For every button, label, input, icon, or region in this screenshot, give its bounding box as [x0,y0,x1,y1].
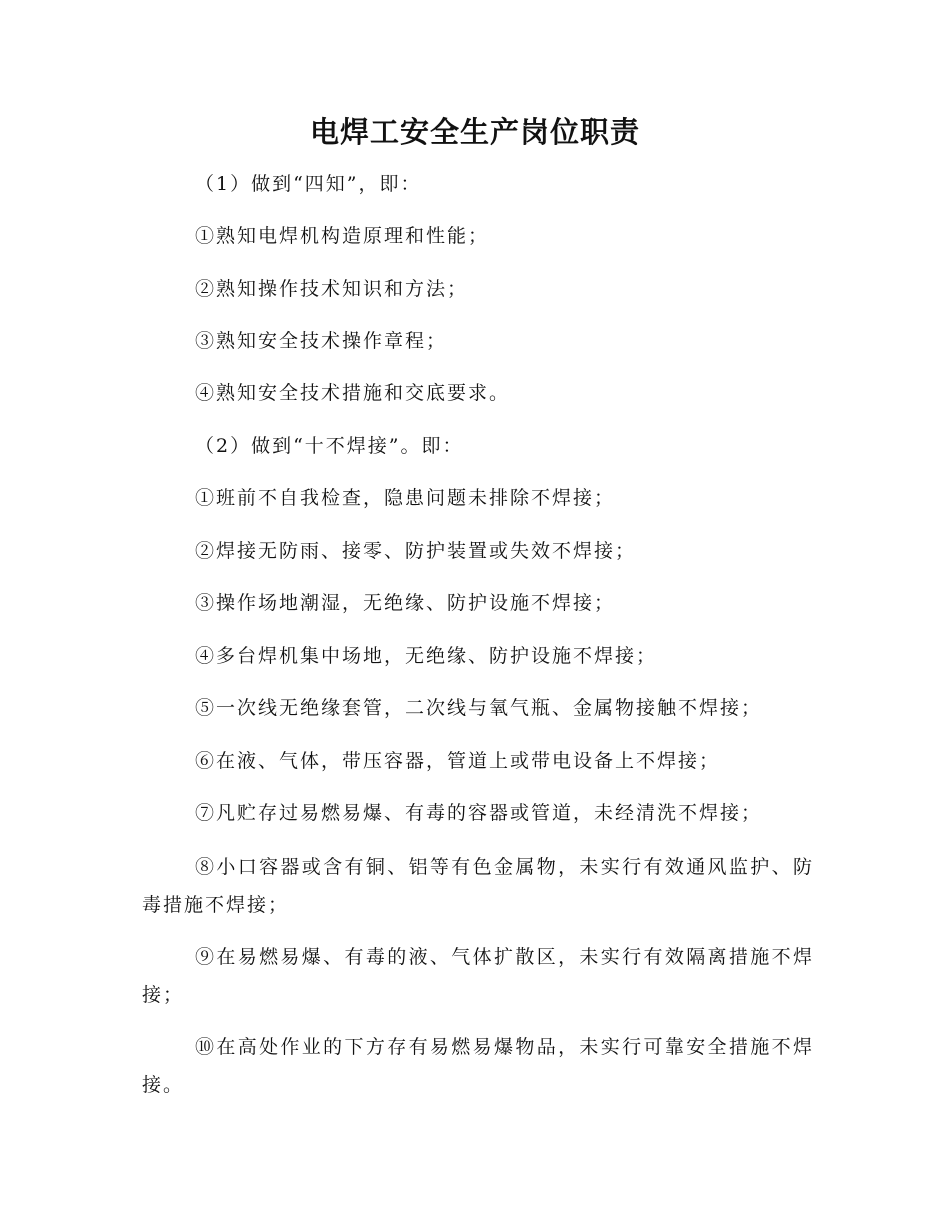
section-2-heading: （2）做到“十不焊接”。即： [195,435,464,457]
section-2-item-2: ②焊接无防雨、接零、防护装置或失效不焊接； [195,540,637,562]
section-2-item-8: ⑧小口容器或含有铜、铝等有色金属物，未实行有效通风监护、防毒措施不焊接； [142,856,814,916]
section-1-item-3: ③熟知安全技术操作章程； [195,330,448,352]
section-1-item-2: ②熟知操作技术知识和方法； [195,278,469,300]
section-2-item-6: ⑥在液、气体，带压容器，管道上或带电设备上不焊接； [195,750,721,772]
section-2-item-4: ④多台焊机集中场地，无绝缘、防护设施不焊接； [195,645,658,667]
section-2-item-5: ⑤一次线无绝缘套管，二次线与氧气瓶、金属物接触不焊接； [195,697,763,719]
section-2-item-9: ⑨在易燃易爆、有毒的液、气体扩散区，未实行有效隔离措施不焊接； [142,946,814,1006]
section-1-item-4: ④熟知安全技术措施和交底要求。 [195,382,511,404]
section-1-item-1: ①熟知电焊机构造原理和性能； [195,225,490,247]
section-2-item-1: ①班前不自我检查，隐患问题未排除不焊接； [195,487,616,509]
section-2-item-10: ⑩在高处作业的下方存有易燃易爆物品，未实行可靠安全措施不焊接。 [142,1036,814,1096]
section-2-item-7: ⑦凡贮存过易燃易爆、有毒的容器或管道，未经清洗不焊接； [195,802,763,824]
document-title: 电焊工安全生产岗位职责 [309,115,640,149]
section-2-item-3: ③操作场地潮湿，无绝缘、防护设施不焊接； [195,592,616,614]
section-1-heading: （1）做到“四知”，即： [195,173,422,195]
